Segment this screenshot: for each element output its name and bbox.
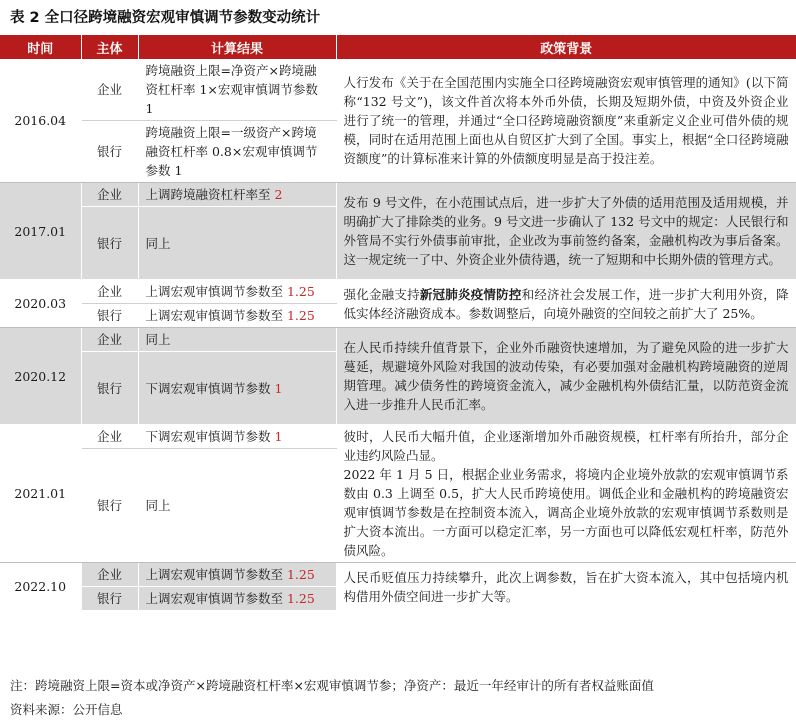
calc-text: 上调宏观审慎调节参数至 xyxy=(145,308,287,323)
calc-cell xyxy=(138,280,336,304)
calc-value: 2 xyxy=(274,187,283,202)
calc-cell: 跨境融资上限=一级资产×跨境融资杠杆率 0.8×宏观审慎调节参数 1 xyxy=(138,121,336,183)
policy-cell xyxy=(336,425,796,563)
table-row xyxy=(0,280,796,304)
calc-cell: 同上 xyxy=(138,328,336,352)
calc-value: 1.25 xyxy=(286,591,315,606)
calc-cell: 同上 xyxy=(138,449,336,563)
subject-cell: 银行 xyxy=(81,449,138,563)
calc-value: 1.25 xyxy=(286,308,315,323)
calc-cell xyxy=(138,352,336,425)
calc-text: 下调宏观审慎调节参数 xyxy=(145,429,275,445)
subject-cell: 企业 xyxy=(81,328,138,352)
subject-cell: 银行 xyxy=(81,587,138,611)
table-row xyxy=(0,425,796,449)
calc-cell xyxy=(138,563,336,587)
calc-cell xyxy=(138,183,336,207)
subject-cell: 银行 xyxy=(81,352,138,425)
header-policy: 政策背景 xyxy=(336,35,796,59)
policy-text: 强化金融支持 xyxy=(343,286,420,302)
table-row xyxy=(0,328,796,352)
time-cell: 2022.10 xyxy=(0,563,81,611)
calc-value: 1 xyxy=(274,380,283,396)
table-note: 注：跨境融资上限=资本或净资产×跨境融资杠杆率×宏观审慎调节参；净资产：最近一年经审计的所有者权益账面值 xyxy=(10,678,654,693)
subject-cell: 银行 xyxy=(81,304,138,328)
subject-cell: 企业 xyxy=(81,280,138,304)
calc-text: 下调宏观审慎调节参数 xyxy=(145,380,275,396)
calc-text: 上调宏观审慎调节参数至 xyxy=(145,284,287,299)
subject-cell: 银行 xyxy=(81,207,138,280)
calc-value: 1.25 xyxy=(286,567,315,582)
header-subject: 主体 xyxy=(81,35,138,59)
calc-text: 上调宏观审慎调节参数至 xyxy=(145,567,287,582)
time-cell: 2020.12 xyxy=(0,328,81,425)
table-title: 表 2 全口径跨境融资宏观审慎调节参数变动统计 xyxy=(10,10,321,26)
policy-cell xyxy=(336,280,796,328)
subject-cell: 企业 xyxy=(81,183,138,207)
calc-text: 上调宏观审慎调节参数至 xyxy=(145,591,287,606)
calc-cell: 同上 xyxy=(138,207,336,280)
policy-bold-text: 新冠肺炎疫情防控 xyxy=(419,286,522,302)
time-cell: 2017.01 xyxy=(0,183,81,280)
calc-cell xyxy=(138,304,336,328)
header-time: 时间 xyxy=(0,35,81,59)
data-source: 资料来源：公开信息 xyxy=(10,702,123,717)
time-cell: 2020.03 xyxy=(0,280,81,328)
calc-value: 1 xyxy=(274,429,283,445)
table-row xyxy=(0,59,796,121)
table-row xyxy=(0,563,796,587)
policy-text: 和经济社会发展工作，进一步扩大利用外资，降低实体经济融资成本。参数调整后，向境外融资的空间较之前扩大了 25%。 xyxy=(343,286,789,321)
calc-text: 上调跨境融资杠杆率至 xyxy=(145,187,275,202)
time-cell: 2016.04 xyxy=(0,59,81,183)
subject-cell: 企业 xyxy=(81,563,138,587)
policy-cell: 人行发布《关于在全国范围内实施全口径跨境融资宏观审慎管理的通知》(以下简称“132 号文”)，该文件首次将本外币外债，长期及短期外债，中资及外资企业进行了统一的管理，并通过“全口径跨境融资额度”来重新定义企业可借外债的规模，同时在适用范围上面也从自贸区扩大到了全国。事实上，根据“全口径跨境融资额度”的计算标准来计算的外债额度明显是高于投注差。 xyxy=(336,59,796,183)
calc-cell: 跨境融资上限=净资产×跨境融资杠杆率 1×宏观审慎调节参数 1 xyxy=(138,59,336,121)
subject-cell: 企业 xyxy=(81,425,138,449)
policy-table xyxy=(0,35,796,611)
time-cell: 2021.01 xyxy=(0,425,81,563)
policy-cell: 人民币贬值压力持续攀升，此次上调参数，旨在扩大资本流入，其中包括境内机构借用外债空间进一步扩大等。 xyxy=(336,563,796,611)
subject-cell: 企业 xyxy=(81,59,138,121)
header-calc: 计算结果 xyxy=(138,35,336,59)
policy-paragraph: 2022 年 1 月 5 日，根据企业业务需求，将境内企业境外放款的宏观审慎调节系数由 0.3 上调至 0.5，扩大人民币跨境使用。调低企业和金融机构的跨境融资宏观审慎调节参数是在控制资本流入，调高企业境外放款的宏观审慎调节系数则是扩大资本流出。一方面可以稳定汇率，另一方面也可以降低宏观杠杆率，防范外债风险。 xyxy=(343,467,789,558)
calc-cell xyxy=(138,587,336,611)
policy-paragraph: 彼时，人民币大幅升值，企业逐渐增加外币融资规模，杠杆率有所抬升，部分企业违约风险凸显。 xyxy=(343,429,789,463)
calc-value: 1.25 xyxy=(286,284,315,299)
table-row xyxy=(0,183,796,207)
policy-cell: 在人民币持续升值背景下，企业外币融资快速增加，为了避免风险的进一步扩大蔓延，规避境外风险对我国的波动传染，有必要加强对金融机构跨境融资的逆周期管理。减少债务性的跨境资金流入，减少金融机构外债结汇量，以防范资金流入进一步推升人民币汇率。 xyxy=(336,328,796,425)
policy-cell: 发布 9 号文件，在小范围试点后，进一步扩大了外债的适用范围及适用规模，并明确扩大了排除类的业务。9 号文进一步确认了 132 号文中的规定：人民银行和外管局不实行外债事前审批，企业改为事前签约备案，金融机构改为事后备案。这一规定统一了中、外资企业外债待遇，统一了短期和中长期外债的管理方式。 xyxy=(336,183,796,280)
table-header-row xyxy=(0,35,796,59)
calc-cell xyxy=(138,425,336,449)
subject-cell: 银行 xyxy=(81,121,138,183)
